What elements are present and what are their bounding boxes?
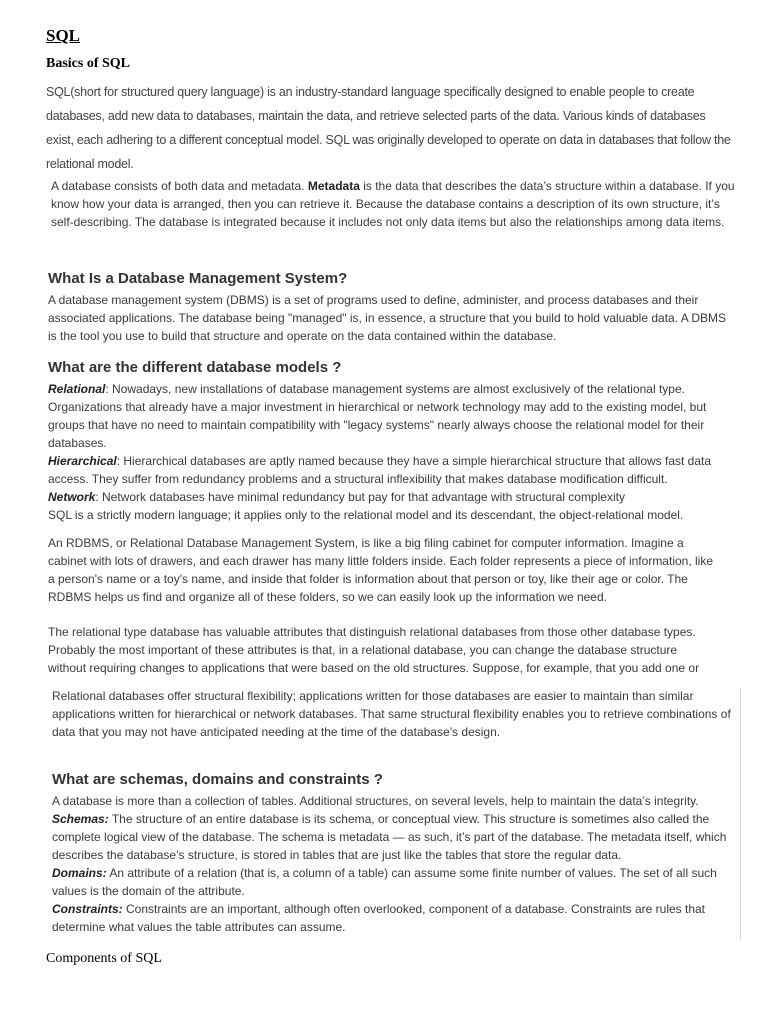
- domains-item: [52, 864, 742, 900]
- relational-line: without requiring changes to applications that were based on the old structures. Suppose, for example, that you add one or: [48, 661, 700, 675]
- basics-heading: Basics of SQL: [46, 56, 131, 71]
- hierarchical-text: : Hierarchical databases are aptly named because they have a simple hierarchical structure that allows fast data access. They suffer from redundancy problems and a structural inflexibility that makes database modification difficult.: [48, 454, 712, 486]
- document-title: SQL: [46, 26, 81, 45]
- constraints-term: Constraints:: [52, 902, 123, 916]
- flexibility-paragraph: Relational databases offer structural flexibility; applications written for those databases are easier to maintain than similar applications written for hierarchical or network databases. That same structural flexibility enables you to retrieve combinations of data that you may not have anticipated needing at the time of the database’s design.: [52, 689, 731, 739]
- domains-text: An attribute of a relation (that is, a column of a table) can assume some finite number of values. The set of all such values is the domain of the attribute.: [52, 866, 717, 898]
- schemas-heading: What are schemas, domains and constraints ?: [52, 771, 383, 788]
- models-heading: What are the different database models ?: [48, 359, 342, 376]
- models-closing: SQL is a strictly modern language; it applies only to the relational model and its descendant, the object-relational model.: [48, 508, 684, 522]
- relational-line: The relational type database has valuable attributes that distinguish relational databases from those other database types.: [48, 625, 696, 639]
- rdbms-line: a person's name or a toy's name, and inside that folder is information about that person or toy, like their age or color. The: [48, 572, 688, 586]
- models-section: [48, 380, 743, 524]
- dbms-heading: What Is a Database Management System?: [48, 270, 348, 287]
- components-heading: Components of SQL: [46, 951, 162, 966]
- rdbms-paragraph: [48, 534, 763, 606]
- metadata-text-before: A database consists of both data and metadata.: [51, 179, 308, 193]
- metadata-text-after: is the data that describes the data’s structure within a database. If you know how your data is arranged, then you can retrieve it. Because the database contains a description of its own structure, it’s self-describing. The database is integrated because it includes not only data items but also the relationships among data items.: [51, 179, 735, 229]
- schemas-intro: A database is more than a collection of tables. Additional structures, on several levels, help to maintain the data’s integrity.: [52, 794, 699, 808]
- domains-term: Domains:: [52, 866, 107, 880]
- rdbms-line: RDBMS helps us find and organize all of these folders, so we can easily look up the information we need.: [48, 590, 607, 604]
- schemas-term: Schemas:: [52, 812, 109, 826]
- hierarchical-model-item: [48, 452, 743, 488]
- constraints-text: Constraints are an important, although often overlooked, component of a database. Constraints are rules that determine what values the table attributes can assume.: [52, 902, 706, 934]
- schemas-section: [52, 792, 742, 936]
- intro-paragraph: SQL(short for structured query language) is an industry-standard language specifically designed to enable people to create databases, add new data to databases, maintain the data, and retrieve selected parts of the data. Various kinds of databases exist, each adhering to a different conceptual model. SQL was originally developed to operate on data in databases that follow the relational model.: [46, 85, 731, 171]
- relational-text: : Nowadays, new installations of database management systems are almost exclusively of the relational type. Organizations that already have a major investment in hierarchical or network technology may add to the existing model, but groups that have no need to maintain compatibility with "legacy systems" nearly always choose the relational model for their databases.: [48, 382, 707, 450]
- network-text: : Network databases have minimal redundancy but pay for that advantage with structural complexity: [95, 490, 625, 504]
- hierarchical-term: Hierarchical: [48, 454, 117, 468]
- network-term: Network: [48, 490, 96, 504]
- constraints-item: [52, 900, 742, 936]
- rdbms-line: cabinet with lots of drawers, and each drawer has many little folders inside. Each folder represents a piece of information, like: [48, 554, 714, 568]
- relational-line: Probably the most important of these attributes is that, in a relational database, you can change the database structure: [48, 643, 678, 657]
- network-model-item: [48, 488, 743, 506]
- rdbms-line: An RDBMS, or Relational Database Management System, is like a big filing cabinet for computer information. Imagine a: [48, 536, 684, 550]
- schemas-text: The structure of an entire database is its schema, or conceptual view. This structure is sometimes also called the complete logical view of the database. The schema is metadata — as such, it’s part of the database. The metadata itself, which describes the database’s structure, is stored in tables that are just like the tables that store the regular data.: [52, 812, 727, 862]
- relational-model-item: [48, 380, 743, 452]
- relational-attributes-paragraph: [48, 623, 768, 677]
- metadata-paragraph: [51, 177, 741, 231]
- metadata-term: Metadata: [307, 179, 360, 193]
- schemas-item: [52, 810, 742, 864]
- dbms-paragraph: A database management system (DBMS) is a set of programs used to define, administer, and process databases and their associated applications. The database being "managed" is, in essence, a structure that you build to hold valuable data. A DBMS is the tool you use to build that structure and operate on the data contained within the database.: [48, 293, 727, 343]
- relational-term: Relational: [48, 382, 106, 396]
